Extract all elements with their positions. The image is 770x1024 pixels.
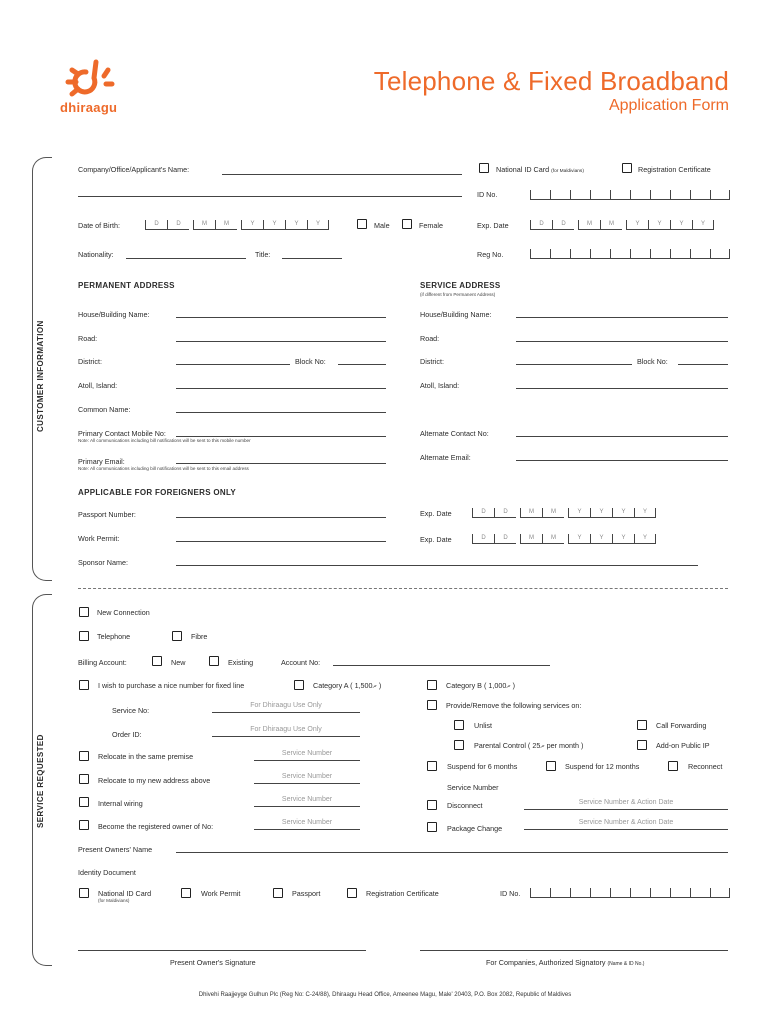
owner-passport-label: Passport (292, 889, 321, 898)
exp-date-label: Exp. Date (477, 221, 509, 230)
registered-owner-checkbox[interactable] (79, 820, 89, 830)
passport-label: Passport Number: (78, 510, 136, 519)
owner-work-permit-checkbox[interactable] (181, 888, 191, 898)
unlist-label: Unlist (474, 721, 492, 730)
work-permit-field[interactable] (176, 541, 386, 542)
relocate-new-field[interactable] (254, 783, 360, 784)
order-id-placeholder: For Dhiraagu Use Only (250, 726, 322, 733)
relocate-same-field[interactable] (254, 760, 360, 761)
unlist-checkbox[interactable] (454, 720, 464, 730)
male-checkbox[interactable] (357, 219, 367, 229)
account-no-field[interactable] (333, 665, 550, 666)
relocate-same-label: Relocate in the same premise (98, 752, 194, 761)
alt-email-field[interactable] (516, 460, 728, 461)
serv-atoll-field[interactable] (516, 388, 728, 389)
account-no-label: Account No: (281, 658, 321, 667)
internal-wiring-field[interactable] (254, 806, 360, 807)
call-forwarding-checkbox[interactable] (637, 720, 647, 730)
service-address-heading: SERVICE ADDRESS (420, 281, 501, 290)
foreigners-heading: APPLICABLE FOR FOREIGNERS ONLY (78, 488, 237, 497)
common-name-field[interactable] (176, 412, 386, 413)
national-id-checkbox[interactable] (479, 163, 489, 173)
billing-new-checkbox[interactable] (152, 656, 162, 666)
internal-wiring-checkbox[interactable] (79, 797, 89, 807)
disconnect-label: Disconnect (447, 801, 483, 810)
owner-nid-note: (for Maldivians) (98, 898, 130, 903)
relocate-same-checkbox[interactable] (79, 751, 89, 761)
registered-owner-label: Become the registered owner of No: (98, 822, 214, 831)
brand-name: dhiraagu (60, 100, 118, 115)
service-number-label: Service Number (447, 783, 499, 792)
permit-exp-boxes[interactable]: D D M M Y Y Y Y (472, 534, 656, 544)
category-a-checkbox[interactable] (294, 680, 304, 690)
fibre-label: Fibre (191, 632, 208, 641)
sponsor-label: Sponsor Name: (78, 558, 128, 567)
mobile-note: Note: All communications including bill notifications will be sent to this mobile number (78, 438, 251, 443)
serv-district-label: District: (420, 357, 444, 366)
billing-new-label: New (171, 658, 186, 667)
perm-road-field[interactable] (176, 341, 386, 342)
dob-label: Date of Birth: (78, 221, 120, 230)
provide-remove-checkbox[interactable] (427, 700, 437, 710)
service-address-note: (if different from Permanent Address) (420, 292, 496, 297)
present-owner-field[interactable] (176, 852, 728, 853)
relocate-new-checkbox[interactable] (79, 774, 89, 784)
dhiraagu-logo-mark (60, 56, 130, 100)
nice-number-label: I wish to purchase a nice number for fixed line (98, 681, 245, 690)
registered-owner-placeholder: Service Number (281, 819, 333, 826)
footer-text: Dhivehi Raajjeyge Gulhun Plc (Reg No: C-24/88), Dhiraagu Head Office, Ameenee Magu, Male' 20403, P.O. Box 2082, Republic of Maldives (198, 992, 572, 998)
alt-contact-label: Alternate Contact No: (420, 429, 489, 438)
common-name-label: Common Name: (78, 405, 131, 414)
id-no-cells[interactable] (530, 190, 730, 200)
package-change-field[interactable] (524, 829, 728, 830)
addon-ip-checkbox[interactable] (637, 740, 647, 750)
suspend-12-checkbox[interactable] (546, 761, 556, 771)
permanent-address-heading: PERMANENT ADDRESS (78, 281, 175, 290)
serv-atoll-label: Atoll, Island: (420, 381, 460, 390)
package-change-checkbox[interactable] (427, 822, 437, 832)
registered-owner-field[interactable] (254, 829, 360, 830)
new-connection-label: New Connection (97, 608, 150, 617)
alt-email-label: Alternate Email: (420, 453, 471, 462)
dob-boxes[interactable]: D D M M Y Y Y Y (145, 220, 329, 230)
owner-nid-label: National ID Card (98, 889, 152, 898)
primary-email-label: Primary Email: (78, 457, 125, 466)
category-a-label: Category A ( ރ1,500 ) (313, 681, 382, 690)
owner-passport-checkbox[interactable] (273, 888, 283, 898)
male-label: Male (374, 221, 390, 230)
service-no-field[interactable] (212, 712, 360, 713)
national-id-label: National ID Card (for Maldivians) (496, 165, 584, 174)
telephone-label: Telephone (97, 632, 131, 641)
identity-document-label: Identity Document (78, 868, 136, 877)
billing-account-label: Billing Account: (78, 658, 127, 667)
serv-house-label: House/Building Name: (420, 310, 492, 319)
category-b-label: Category B ( ރ1,000 ) (446, 681, 516, 690)
serv-district-field[interactable] (516, 364, 632, 365)
reg-no-label: Reg No. (477, 250, 504, 259)
permit-exp-label: Exp. Date (420, 535, 452, 544)
dhiraagu-logo (60, 56, 130, 116)
relocate-new-label: Relocate to my new address above (98, 776, 211, 785)
parental-control-checkbox[interactable] (454, 740, 464, 750)
nationality-field[interactable] (126, 258, 246, 259)
serv-road-label: Road: (420, 334, 440, 343)
registration-certificate-label: Registration Certificate (638, 165, 711, 174)
service-no-label: Service No: (112, 706, 150, 715)
billing-existing-label: Existing (228, 658, 254, 667)
order-id-label: Order ID: (112, 730, 142, 739)
package-change-placeholder: Service Number & Action Date (578, 819, 674, 826)
relocate-same-placeholder: Service Number (281, 750, 333, 757)
perm-house-label: House/Building Name: (78, 310, 150, 319)
internal-wiring-placeholder: Service Number (281, 796, 333, 803)
order-id-field[interactable] (212, 736, 360, 737)
owner-signature-label: Present Owner's Signature (170, 958, 256, 967)
primary-mobile-field[interactable] (176, 436, 386, 437)
parental-control-label: Parental Control ( ރ25 per month ) (474, 741, 584, 750)
category-b-checkbox[interactable] (427, 680, 437, 690)
section-divider (78, 588, 728, 589)
primary-mobile-label: Primary Contact Mobile No: (78, 429, 166, 438)
addon-ip-label: Add-on Public IP (656, 741, 710, 750)
telephone-checkbox[interactable] (79, 631, 89, 641)
owner-reg-cert-checkbox[interactable] (347, 888, 357, 898)
disconnect-placeholder: Service Number & Action Date (578, 799, 674, 806)
sponsor-field[interactable] (176, 565, 698, 566)
passport-field[interactable] (176, 517, 386, 518)
internal-wiring-label: Internal wiring (98, 799, 143, 808)
email-note: Note: All communications including bill notifications will be sent to this email address (78, 466, 249, 471)
relocate-new-placeholder: Service Number (281, 773, 333, 780)
serv-block-field[interactable] (678, 364, 728, 365)
perm-atoll-field[interactable] (176, 388, 386, 389)
id-exp-date-boxes[interactable]: D D M M Y Y Y Y (530, 220, 714, 230)
present-owner-label: Present Owners' Name (78, 845, 153, 854)
passport-exp-boxes[interactable]: D D M M Y Y Y Y (472, 508, 656, 518)
perm-block-label: Block No: (295, 357, 326, 366)
work-permit-label: Work Permit: (78, 534, 120, 543)
disconnect-field[interactable] (524, 809, 728, 810)
perm-block-field[interactable] (338, 364, 386, 365)
new-connection-checkbox[interactable] (79, 607, 89, 617)
owner-reg-cert-label: Registration Certificate (366, 889, 439, 898)
passport-exp-label: Exp. Date (420, 509, 452, 518)
company-name-field[interactable] (222, 174, 462, 175)
reconnect-label: Reconnect (688, 762, 723, 771)
perm-road-label: Road: (78, 334, 98, 343)
title-label: Title: (255, 250, 271, 259)
customer-section-label: CUSTOMER INFORMATION (36, 320, 45, 432)
perm-district-label: District: (78, 357, 102, 366)
company-name-field-2[interactable] (78, 196, 462, 197)
id-no-label: ID No. (477, 190, 498, 199)
fibre-checkbox[interactable] (172, 631, 182, 641)
billing-existing-checkbox[interactable] (209, 656, 219, 666)
service-section-label: SERVICE REQUESTED (36, 734, 45, 828)
service-no-placeholder: For Dhiraagu Use Only (250, 702, 322, 709)
call-forwarding-label: Call Forwarding (656, 721, 707, 730)
company-signature-line[interactable] (420, 950, 728, 951)
reg-no-cells[interactable] (530, 249, 730, 259)
serv-block-label: Block No: (637, 357, 668, 366)
owner-nid-checkbox[interactable] (79, 888, 89, 898)
perm-district-field[interactable] (176, 364, 290, 365)
suspend-6-label: Suspend for 6 months (447, 762, 518, 771)
nice-number-checkbox[interactable] (79, 680, 89, 690)
perm-atoll-label: Atoll, Island: (78, 381, 118, 390)
suspend-12-label: Suspend for 12 months (565, 762, 640, 771)
female-label: Female (419, 221, 443, 230)
company-name-label: Company/Office/Applicant's Name: (78, 165, 190, 174)
suspend-6-checkbox[interactable] (427, 761, 437, 771)
female-checkbox[interactable] (402, 219, 412, 229)
primary-email-field[interactable] (176, 463, 386, 464)
owner-work-permit-label: Work Permit (201, 889, 241, 898)
perm-house-field[interactable] (176, 317, 386, 318)
nationality-label: Nationality: (78, 250, 114, 259)
serv-house-field[interactable] (516, 317, 728, 318)
owner-signature-line[interactable] (78, 950, 366, 951)
owner-id-no-label: ID No. (500, 889, 521, 898)
package-change-label: Package Change (447, 824, 503, 833)
serv-road-field[interactable] (516, 341, 728, 342)
disconnect-checkbox[interactable] (427, 800, 437, 810)
registration-certificate-checkbox[interactable] (622, 163, 632, 173)
alt-contact-field[interactable] (516, 436, 728, 437)
title-field[interactable] (282, 258, 342, 259)
company-signature-label: For Companies, Authorized Signatory (Name & ID No.) (486, 958, 645, 967)
form-subtitle: Application Form (608, 97, 729, 114)
reconnect-checkbox[interactable] (668, 761, 678, 771)
owner-id-no-cells[interactable] (530, 888, 730, 898)
provide-remove-label: Provide/Remove the following services on: (446, 701, 582, 710)
form-title: Telephone & Fixed Broadband (373, 66, 729, 96)
